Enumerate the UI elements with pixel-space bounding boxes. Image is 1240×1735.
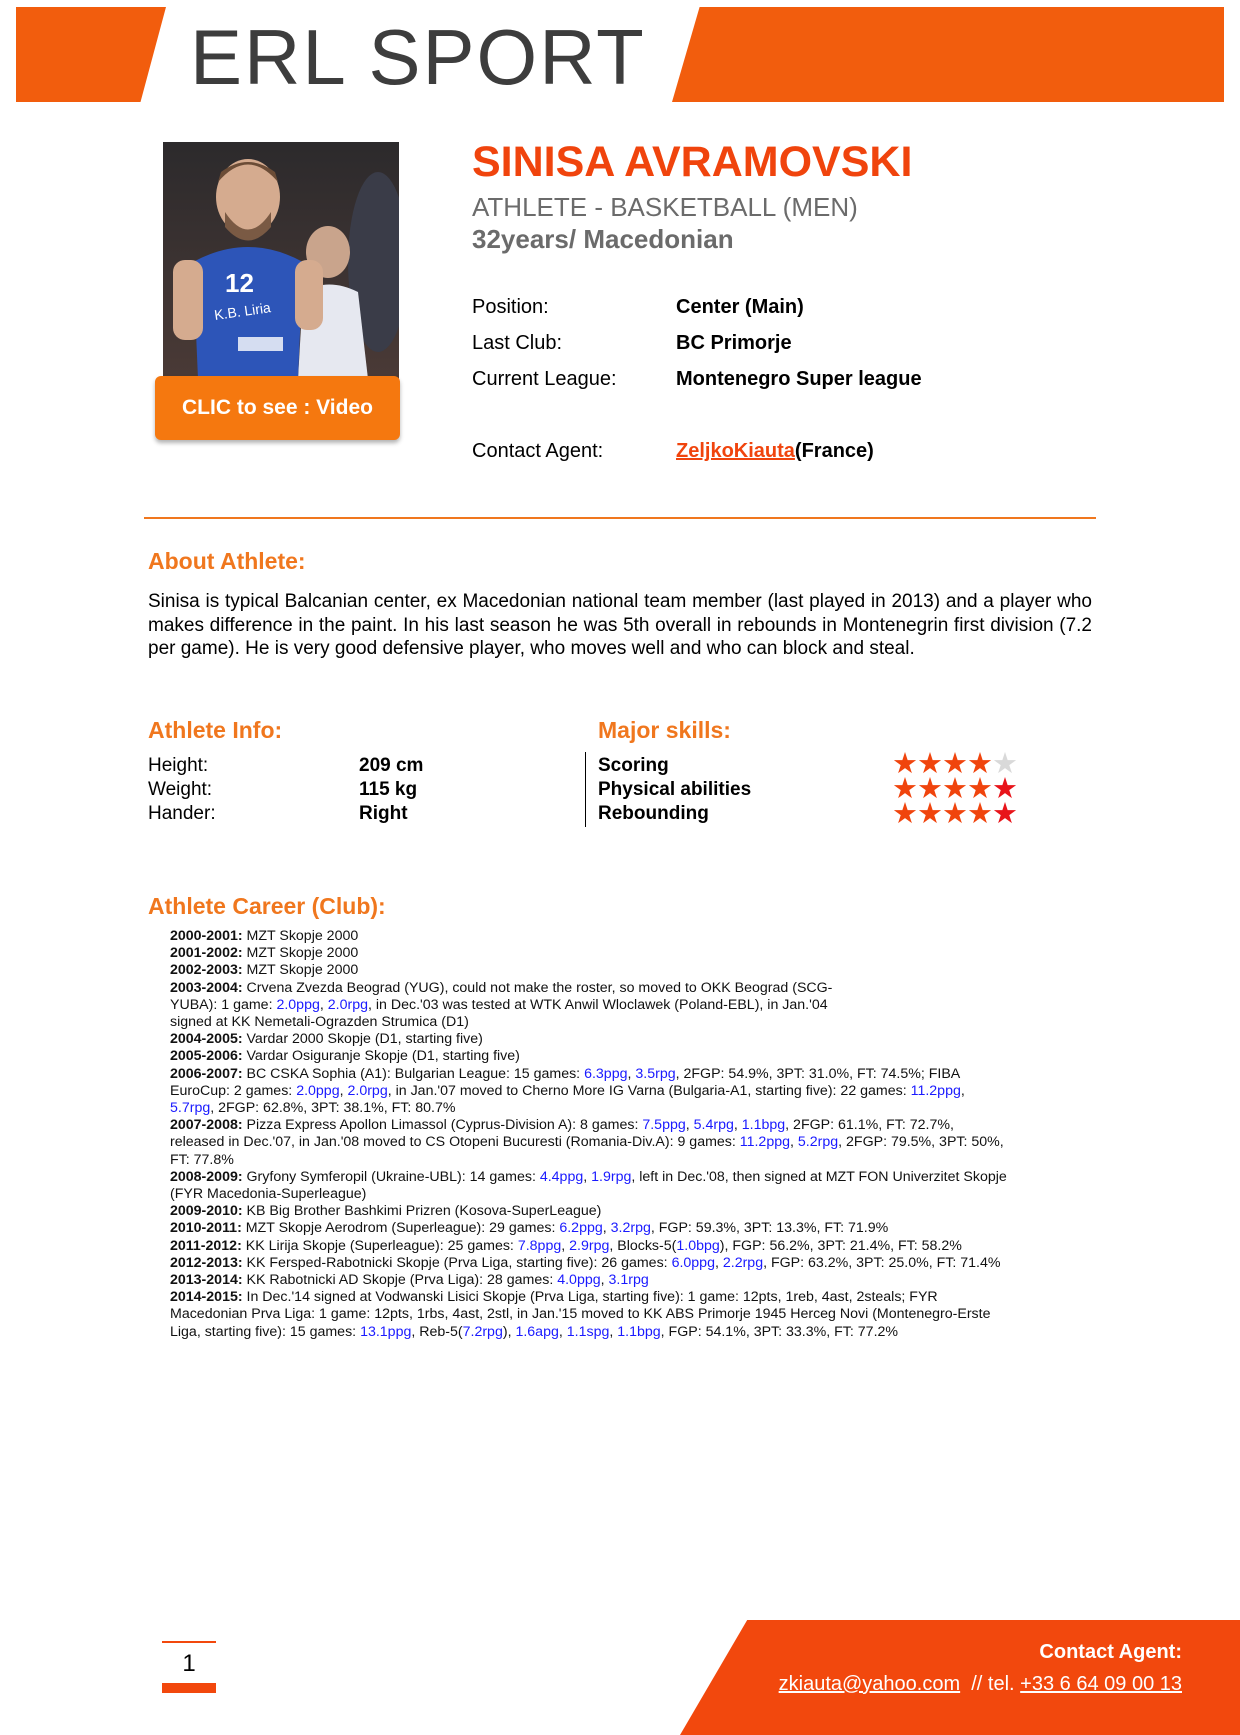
career-text: KB Big Brother Bashkimi Prizren (Kosova-SuperLeague) (242, 1203, 602, 1220)
career-stat: 5.2rpg (797, 1134, 839, 1151)
career-text: , left in Dec.'08, then signed at MZT FON Univerzitet Skopje (631, 1168, 1007, 1185)
weight-value: 115 kg (359, 779, 418, 800)
career-stat: 4.4ppg (539, 1168, 584, 1185)
contact-agent-value (676, 440, 874, 463)
career-season: 2002-2003: (170, 962, 243, 979)
career-line (170, 1324, 1105, 1341)
career-line (170, 1255, 1105, 1272)
career-text: YUBA): 1 game: (170, 996, 277, 1013)
star-icon: ★ (942, 798, 967, 830)
career-text: ), (502, 1323, 516, 1340)
career-stat: 5.4rpg (693, 1117, 734, 1134)
career-line (170, 928, 1105, 945)
position-value: Center (Main) (676, 296, 804, 318)
career-line (170, 1152, 1105, 1169)
skill-rebounding-label: Rebounding (598, 803, 709, 824)
hander-value: Right (359, 803, 408, 824)
career-line (170, 1272, 1105, 1289)
about-heading: About Athlete: (148, 548, 306, 574)
header-right-band (672, 7, 1224, 102)
career-text: MZT Skopje 2000 (242, 928, 359, 944)
career-stat: 3.1rpg (608, 1272, 649, 1289)
career-text: , (960, 1082, 965, 1099)
career-line (170, 945, 1105, 962)
career-text: , 2FGP: 61.1%, FT: 72.7%, (785, 1117, 954, 1134)
section-divider (144, 517, 1096, 519)
career-line (170, 1289, 1105, 1306)
career-line (170, 1306, 1105, 1323)
career-text: , (583, 1168, 592, 1185)
career-text: , (733, 1117, 742, 1134)
career-text: , (558, 1323, 567, 1340)
career-stat: 1.9rpg (591, 1168, 632, 1185)
athlete-info-heading: Athlete Info: (148, 717, 283, 743)
career-stat: 1.1spg (566, 1323, 610, 1340)
career-line (170, 1203, 1105, 1220)
career-stat: 2.0rpg (327, 996, 368, 1013)
career-text: KK Lirija Skopje (Superleague): 25 games: (241, 1237, 518, 1254)
star-icon: ★ (942, 748, 967, 780)
contact-agent-label: Contact Agent: (472, 440, 604, 462)
career-stat: 2.0ppg (296, 1082, 340, 1099)
career-stat: 2.9rpg (569, 1237, 610, 1254)
last-club-label: Last Club: (472, 332, 563, 354)
career-season: 2001-2002: (170, 945, 243, 962)
career-text: MZT Skopje Aerodrom (Superleague): 29 games: (241, 1220, 560, 1237)
career-stat: 3.5rpg (635, 1065, 676, 1082)
career-season: 2008-2009: (170, 1168, 243, 1185)
career-text: , 2FGP: 54.9%, 3PT: 31.0%, FT: 74.5%; FIBA (675, 1065, 961, 1082)
page-number-top-rule (162, 1641, 216, 1643)
career-text: , 2FGP: 79.5%, 3PT: 50%, (838, 1134, 1004, 1151)
career-text: , in Jan.'07 moved to Cherno More IG Varna (Bulgaria-A1, starting five): 22 games: (387, 1082, 911, 1099)
last-club-value: BC Primorje (676, 332, 792, 354)
career-stat: 13.1ppg (360, 1323, 412, 1340)
career-text: KK Rabotnicki AD Skopje (Prva Liga): 28 games: (242, 1272, 558, 1289)
athlete-photo (163, 142, 399, 379)
star-icon: ★ (967, 748, 992, 780)
career-line (170, 1220, 1105, 1237)
video-button[interactable]: CLIC to see : Video (155, 376, 400, 440)
career-season: 2011-2012: (170, 1237, 242, 1254)
career-text: MZT Skopje 2000 (242, 962, 359, 979)
career-stat: 1.1bpg (617, 1323, 661, 1340)
career-text: Crvena Zvezda Beograd (YUG), could not make the roster, so moved to OKK Beograd (SCG- (242, 979, 833, 996)
position-label: Position: (472, 296, 549, 318)
career-text: , (319, 996, 328, 1013)
career-season: 2006-2007: (170, 1065, 243, 1082)
height-value: 209 cm (359, 755, 424, 776)
career-text: BC CSKA Sophia (A1): Bulgarian League: 15 games: (242, 1065, 585, 1082)
info-skills-divider (585, 752, 586, 827)
weight-label: Weight: (148, 779, 213, 800)
star-icon: ★ (942, 773, 967, 805)
brand-logo: ERL SPORT (190, 13, 646, 101)
career-list (170, 928, 1105, 1341)
career-stat: 2.0ppg (276, 996, 320, 1013)
career-stat: 2.0rpg (347, 1082, 388, 1099)
svg-text:K.B. Liria: K.B. Liria (213, 299, 272, 323)
major-skills-heading: Major skills: (598, 717, 731, 743)
skill-rebounding-rating (892, 800, 1017, 829)
career-season: 2004-2005: (170, 1031, 243, 1048)
footer-separator: // tel. (960, 1673, 1021, 1695)
career-line (170, 997, 1105, 1014)
career-text: , (600, 1272, 609, 1289)
header-left-band (16, 7, 166, 102)
career-stat: 4.0ppg (557, 1272, 601, 1289)
career-heading: Athlete Career (Club): (148, 893, 386, 919)
svg-text:12: 12 (225, 268, 254, 298)
career-line (170, 1083, 1105, 1100)
career-text: , FGP: 59.3%, 3PT: 13.3%, FT: 71.9% (650, 1220, 889, 1237)
about-text: Sinisa is typical Balcanian center, ex Macedonian national team member (last played in 2013) and a player who makes difference in the paint. In his last season he was 5th overall in rebounds in Montenegrin first division (7.2 per game). He is very good defensive player, who moves well and who can block and steal. (148, 591, 1092, 659)
star-icon: ★ (892, 748, 917, 780)
athlete-age-nationality: 32years/ Macedonian (472, 224, 734, 254)
career-text: Pizza Express Apollon Limassol (Cyprus-Division A): 8 games: (242, 1117, 643, 1134)
career-line (170, 1169, 1105, 1186)
career-line (170, 1134, 1105, 1151)
career-text: Vardar Osiguranje Skopje (D1, starting five) (242, 1048, 520, 1065)
career-text: , Reb-5( (411, 1323, 463, 1340)
career-text: , (714, 1254, 723, 1271)
career-line (170, 1238, 1105, 1255)
agent-link[interactable]: ZeljkoKiauta (676, 440, 795, 462)
footer-contact (700, 1673, 1182, 1696)
career-text: EuroCup: 2 games: (170, 1082, 297, 1099)
career-text: In Dec.'14 signed at Vodwanski Lisici Skopje (Prva Liga, starting five): 1 game: 12pts, 1reb, 4ast, 2steals; FYR (242, 1289, 938, 1306)
career-line (170, 962, 1105, 979)
career-text: , (685, 1117, 694, 1134)
star-icon: ★ (992, 798, 1017, 830)
career-text: , 2FGP: 62.8%, 3PT: 38.1%, FT: 80.7% (210, 1100, 456, 1117)
career-season: 2007-2008: (170, 1117, 243, 1134)
hander-label: Hander: (148, 803, 216, 824)
career-text: KK Fersped-Rabotnicki Skopje (Prva Liga, starting five): 26 games: (242, 1254, 672, 1271)
athlete-subtitle: ATHLETE - BASKETBALL (MEN) (472, 192, 858, 222)
career-stat: 2.2rpg (722, 1254, 764, 1271)
career-text: released in Dec.'07, in Jan.'08 moved to CS Otopeni Bucuresti (Romania-Div.A): 9 games: (170, 1134, 740, 1151)
career-season: 2000-2001: (170, 928, 243, 944)
star-icon: ★ (992, 748, 1017, 780)
career-line (170, 1048, 1105, 1065)
career-stat: 7.2rpg (462, 1323, 503, 1340)
career-line (170, 1066, 1105, 1083)
athlete-name: SINISA AVRAMOVSKI (472, 138, 913, 186)
skill-scoring-label: Scoring (598, 755, 669, 776)
career-line (170, 1117, 1105, 1134)
star-icon: ★ (917, 798, 942, 830)
career-text: , in Dec.'03 was tested at WTK Anwil Wloclawek (Poland-EBL), in Jan.'04 (367, 996, 828, 1013)
star-icon: ★ (917, 748, 942, 780)
star-icon: ★ (967, 798, 992, 830)
career-text: signed at KK Nemetali-Ograzden Strumica (D1) (170, 1014, 469, 1031)
career-stat: 5.7rpg (170, 1100, 211, 1117)
career-text: FT: 77.8% (170, 1151, 234, 1168)
star-icon: ★ (892, 773, 917, 805)
star-icon: ★ (992, 773, 1017, 805)
career-text: (FYR Macedonia-Superleague) (170, 1186, 367, 1203)
career-line (170, 980, 1105, 997)
career-text: , (790, 1134, 798, 1151)
career-season: 2012-2013: (170, 1254, 243, 1271)
footer-email-link[interactable]: zkiauta@yahoo.com (778, 1673, 961, 1695)
star-icon: ★ (892, 798, 917, 830)
career-season: 2009-2010: (170, 1203, 243, 1220)
career-stat: 7.5ppg (642, 1117, 686, 1134)
career-stat: 1.6apg (515, 1323, 559, 1340)
career-line (170, 1014, 1105, 1031)
page-number-bottom-rule (162, 1683, 216, 1693)
career-text: , (561, 1237, 570, 1254)
career-season: 2010-2011: (170, 1220, 242, 1237)
career-text: , FGP: 54.1%, 3PT: 33.3%, FT: 77.2% (660, 1323, 899, 1340)
star-icon: ★ (917, 773, 942, 805)
career-season: 2005-2006: (170, 1048, 243, 1065)
page-number: 1 (182, 1650, 196, 1677)
career-stat: 3.2rpg (610, 1220, 651, 1237)
career-text: , FGP: 63.2%, 3PT: 25.0%, FT: 71.4% (763, 1254, 1001, 1271)
career-text: , (609, 1323, 618, 1340)
star-icon: ★ (967, 773, 992, 805)
career-text: , (627, 1065, 636, 1082)
career-stat: 7.8ppg (517, 1237, 562, 1254)
career-text: Macedonian Prva Liga: 1 game: 12pts, 1rbs, 4ast, 2stl, in Jan.'15 moved to KK ABS Primorje 1945 Herceg Novi (Montenegro-Erste (170, 1306, 991, 1323)
career-text: , Blocks-5( (609, 1237, 677, 1254)
career-stat: 11.2ppg (910, 1082, 961, 1099)
footer-contact-title: Contact Agent: (1039, 1641, 1182, 1663)
career-line (170, 1100, 1105, 1117)
career-text: , (602, 1220, 611, 1237)
career-season: 2013-2014: (170, 1272, 243, 1289)
career-stat: 6.3ppg (584, 1065, 628, 1082)
career-stat: 1.0bpg (676, 1237, 720, 1254)
career-text: ), FGP: 56.2%, 3PT: 21.4%, FT: 58.2% (719, 1237, 962, 1254)
career-stat: 6.2ppg (559, 1220, 603, 1237)
footer-phone-link[interactable]: +33 6 64 09 00 13 (1020, 1673, 1182, 1695)
career-stat: 1.1bpg (741, 1117, 786, 1134)
agent-country: (France) (794, 440, 874, 462)
skill-physical-label: Physical abilities (598, 779, 752, 800)
career-text: MZT Skopje 2000 (242, 945, 359, 962)
current-league-value: Montenegro Super league (676, 368, 922, 390)
career-line (170, 1186, 1105, 1203)
career-stat: 6.0ppg (671, 1254, 715, 1271)
height-label: Height: (148, 755, 209, 776)
career-line (170, 1031, 1105, 1048)
career-text: Liga, starting five): 15 games: (170, 1323, 361, 1340)
career-stat: 11.2ppg (739, 1134, 790, 1151)
career-season: 2003-2004: (170, 979, 243, 996)
career-season: 2014-2015: (170, 1289, 243, 1306)
career-text: , (339, 1082, 348, 1099)
career-text: Vardar 2000 Skopje (D1, starting five) (242, 1031, 483, 1048)
current-league-label: Current League: (472, 368, 617, 390)
career-text: Gryfony Symferopil (Ukraine-UBL): 14 games: (242, 1168, 540, 1185)
